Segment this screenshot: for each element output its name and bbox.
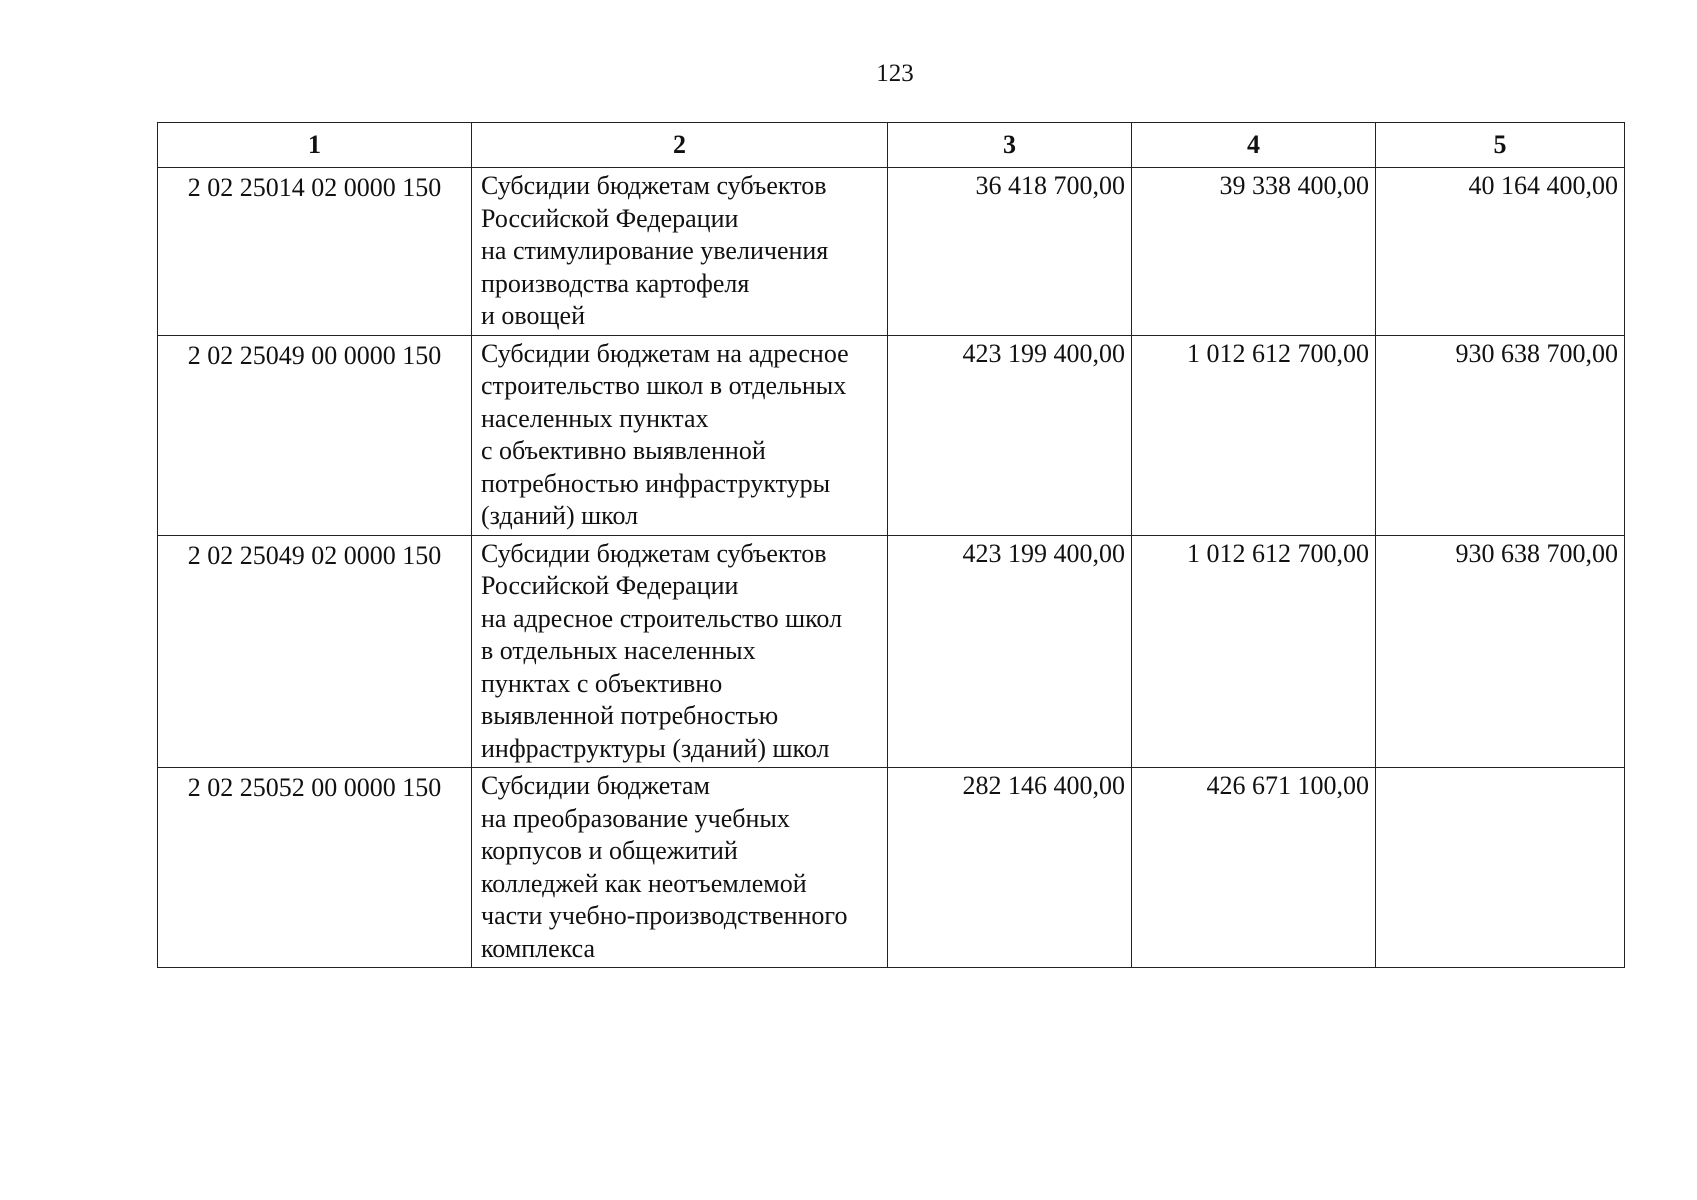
description-cell: [472, 768, 888, 968]
description-line: пунктах с объективно: [481, 668, 723, 698]
page-number: 123: [876, 60, 914, 87]
table-row: [158, 335, 1625, 535]
amount-col3-cell: 423 199 400,00: [888, 535, 1132, 768]
description-line: на стимулирование увеличения: [481, 236, 829, 265]
table-row: [158, 168, 1625, 336]
description-line: (зданий) школ: [481, 501, 639, 530]
column-header-5: 5: [1376, 123, 1625, 168]
budget-table: [157, 122, 1625, 968]
column-header-3: 3: [888, 123, 1132, 168]
description-line: комплекса: [481, 933, 596, 963]
amount-col3-cell: 36 418 700,00: [888, 168, 1132, 336]
amount-col4-cell: 1 012 612 700,00: [1132, 535, 1376, 768]
description-line: Субсидии бюджетам: [481, 771, 710, 800]
description-line: Субсидии бюджетам на адресное: [481, 338, 849, 368]
description-line: инфраструктуры (зданий) школ: [481, 733, 830, 763]
amount-col3-cell: 423 199 400,00: [888, 335, 1132, 535]
table-header-row: [158, 123, 1625, 168]
amount-col4-cell: 1 012 612 700,00: [1132, 335, 1376, 535]
amount-col5-cell: 930 638 700,00: [1376, 535, 1625, 768]
table-row: [158, 535, 1625, 768]
amount-col5-cell: [1376, 768, 1625, 968]
description-line: выявленной потребностью: [481, 701, 779, 730]
amount-col3-cell: 282 146 400,00: [888, 768, 1132, 968]
amount-col5-cell: 40 164 400,00: [1376, 168, 1625, 336]
column-header-2: 2: [472, 123, 888, 168]
description-line: и овощей: [481, 301, 585, 330]
description-cell: [472, 168, 888, 336]
description-line: Российской Федерации: [481, 571, 739, 600]
table-row: [158, 768, 1625, 968]
budget-code-cell: 2 02 25049 00 0000 150: [158, 335, 472, 535]
description-line: на преобразование учебных: [481, 803, 790, 833]
description-line: Субсидии бюджетам субъектов: [481, 171, 827, 200]
description-line: строительство школ в отдельных: [481, 371, 847, 400]
description-line: в отдельных населенных: [481, 636, 756, 665]
column-header-1: 1: [158, 123, 472, 168]
description-cell: [472, 535, 888, 768]
description-line: с объективно выявленной: [481, 436, 766, 465]
description-line: населенных пунктах: [481, 403, 709, 433]
description-line: части учебно-производственного: [481, 901, 848, 930]
description-line: Российской Федерации: [481, 203, 739, 233]
amount-col5-cell: 930 638 700,00: [1376, 335, 1625, 535]
amount-col4-cell: 39 338 400,00: [1132, 168, 1376, 336]
description-line: на адресное строительство школ: [481, 603, 843, 633]
budget-code-cell: 2 02 25049 02 0000 150: [158, 535, 472, 768]
description-cell: [472, 335, 888, 535]
amount-col4-cell: 426 671 100,00: [1132, 768, 1376, 968]
budget-code-cell: 2 02 25014 02 0000 150: [158, 168, 472, 336]
budget-code-cell: 2 02 25052 00 0000 150: [158, 768, 472, 968]
description-line: потребностью инфраструктуры: [481, 468, 831, 498]
description-line: колледжей как неотъемлемой: [481, 868, 807, 898]
description-line: Субсидии бюджетам субъектов: [481, 538, 827, 568]
column-header-4: 4: [1132, 123, 1376, 168]
description-line: производства картофеля: [481, 268, 750, 298]
description-line: корпусов и общежитий: [481, 836, 738, 865]
